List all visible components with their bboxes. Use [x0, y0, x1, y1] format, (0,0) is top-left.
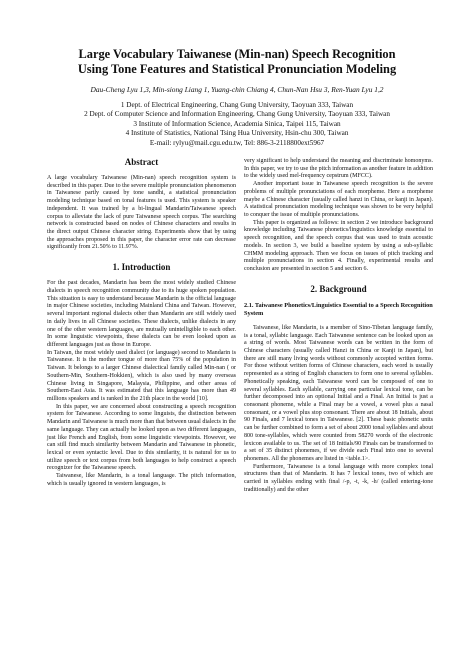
intro-cont-paragraph-3: This paper is organized as follows: in section 2 we introduce background knowledge including Taiwanese phonetics/linguistics knowledge essential to speech recognition, and the speech corpus that was used to train acoustic models. In section 3, we build a baseline system by using a sub-syllabic CHMM modeling approach. Then we focus on issues of pitch tracking and multiple pronunciations in section 4. Finally, experimental results and conclusion are presented in section 5 and section 6. — [244, 219, 433, 273]
affiliation-1: 1 Dept. of Electrical Engineering, Chang Gung University, Taoyuan 333, Taiwan — [120, 101, 354, 109]
introduction-heading: 1. Introduction — [112, 262, 171, 273]
affiliation-3: 3 Institute of Information Science, Academia Sinica, Taipei 115, Taiwan — [133, 119, 341, 128]
affiliation-4: 4 Institute of Statistics, National Tsing Hua University, Hsin-chu 300, Taiwan — [125, 129, 349, 138]
intro-paragraph-2: In Taiwan, the most widely used dialect (or language) second to Mandarin is Taiwanese. It is the mother tongue of more than 75% of the population in Taiwan. It belongs to a larger Chinese dialectical family called Min-nan ( or Southern-Min, Southern-Hokkien), which is also used by many overseas Chinese living in Singapore, Malaysia, Philippine, and other areas of Southern-East Asia. It was estimated that this language has more than 49 millions speakers and is ranked in the 21th place in the world [10]. — [47, 349, 236, 402]
intro-cont-paragraph-1: very significant to help understand the meaning and discriminate homonyms. In this paper, we try to use the pitch information as another feature in addition to the widely used mel-frequency cepstrum (MFCC). — [244, 158, 433, 180]
background-heading: 2. Background — [310, 283, 367, 294]
contact-email: E-mail: rylyu@mail.cgu.edu.tw, Tel: 886-3-2118800ext5967 — [149, 138, 325, 147]
author-list: Dau-Cheng Lyu 1,3, Min-siong Liang 1, Yuang-chin Chiang 4, Chun-Nan Hsu 3, Ren-Yuan Lyu 1,2 — [90, 85, 384, 94]
paper-title — [40, 47, 434, 77]
right-column — [244, 158, 433, 495]
background-paragraph-2: Furthermore, Taiwanese is a tonal language with more complex tonal structures than that of Mandarin. It has 7 lexical tones, two of which are carried in syllables ending with final /-p, -t, -k, -h/ (called entering-tone traditionally) and the other — [244, 463, 433, 493]
background-paragraph-1: Taiwanese, like Mandarin, is a member of Sino-Tibetan language family, is a tonal, syllabic language. Each Taiwanese sentence can be looked upon as a string of words. Most Taiwanese words can be written in the form of Chinese characters (usually called Hanzi in China or Kanji in Japan), but there are still many living words without commonly accepted written forms. For those without written forms of Chinese characters, each word is usually represented as a string of English characters to form one to several syllables. Phonetically speaking, each Taiwanese word can be composed of one to several syllables. Each syllable, carrying one particular lexical tone, can be further decomposed into an optional Initial and a Final. An Initial is just a consonant phoneme, while a Final may be a vowel, a vowel plus a nasal consonant, or a vowel plus stop consonant. There are about 18 Initials, about 90 Finals, and 7 lexical tones in Taiwanese. [2]. These basic phonetic units can be further combined to form a set of about 2000 tonal syllables and about 800 tone-syllables, which were counted from 58270 words of the electronic lexicon available to us. The set of 18 Initials/90 Finals can be transformed to a set of 35 distinct phonemes, if we divide each Final into one to several phonemes. All the phonemes are listed in <table.1>. — [244, 324, 433, 462]
subsection-heading: 2.1. Taiwanese Phonetics/Linguistics Essential to a Speech Recognition System — [244, 301, 433, 317]
intro-paragraph-1: For the past decades, Mandarin has been the most widely studied Chinese dialects in speech recognition community due to its huge spoken population. This situation is easy to understand because Mandarin is the official language in major Chinese societies, including Mainland China and Taiwan. However, several important regional dialects other than Mandarin are still widely used in daily lives in all Chinese societies. These dialects, unlike dialects in any one of the other western languages, are mutually unintelligible to each other. In some linguistic viewpoints, these dialects can be even looked upon as different languages just as those in Europe. — [47, 280, 236, 348]
title-line-2: Using Tone Features and Statistical Pronunciation Modeling — [77, 62, 397, 76]
affiliations — [30, 101, 444, 148]
title-line-1: Large Vocabulary Taiwanese (Min-nan) Speech Recognition — [78, 47, 396, 61]
left-column — [47, 156, 236, 489]
abstract-text: A large vocabulary Taiwanese (Min-nan) speech recognition system is described in this paper. Due to the severe multiple pronunciation phenomenon in Taiwanese partly caused by tone sandhi, a statistical pronunciation modeling technique based on tonal features is used. This system is speaker independent. It was trained by a bi-lingual Mandarin/Taiwanese speech corpus to alleviate the lack of pure Taiwanese speech corpus. The searching network is constructed based on nodes of Chinese characters and results in the direct output Chinese character string. Experiments show that by using the approaches proposed in this paper, the character error rate can decrease significantly from 21.50% to 11.97%. — [47, 175, 236, 251]
intro-cont-paragraph-2: Another important issue in Taiwanese speech recognition is the severe problems of multiple pronunciations of each morpheme. Here a morpheme maybe a Chinese character (usually called hanzi in China, or kanji in Japan). A statistical pronunciation modeling technique was shown to be very helpful to conquer the issue of multiple pronunciations. — [244, 181, 433, 219]
affiliation-2: 2 Dept. of Computer Science and Information Engineering, Chang Gung University, Taoyuan 333, Taiwan — [84, 110, 390, 119]
intro-paragraph-4: Taiwanese, like Mandarin, is a tonal language. The pitch information, which is usually ignored in western languages, is — [47, 473, 236, 487]
abstract-heading: Abstract — [124, 157, 159, 167]
intro-paragraph-3: In this paper, we are concerned about constructing a speech recognition system for Taiwanese. According to some linguists, the distinction between Mandarin and Taiwanese is much more than that between usual dialects in the same language. They can actually be looked upon as two different languages, just like French and English, from some linguistic viewpoints. However, we can still find much similarity between Mandarin and Taiwanese in phonetic, lexical or even syntactic level. Due to this similarity, it is natural for us to utilize speech or text corpus from both languages to help construct a speech recognizer for the Taiwanese speech. — [47, 403, 236, 472]
